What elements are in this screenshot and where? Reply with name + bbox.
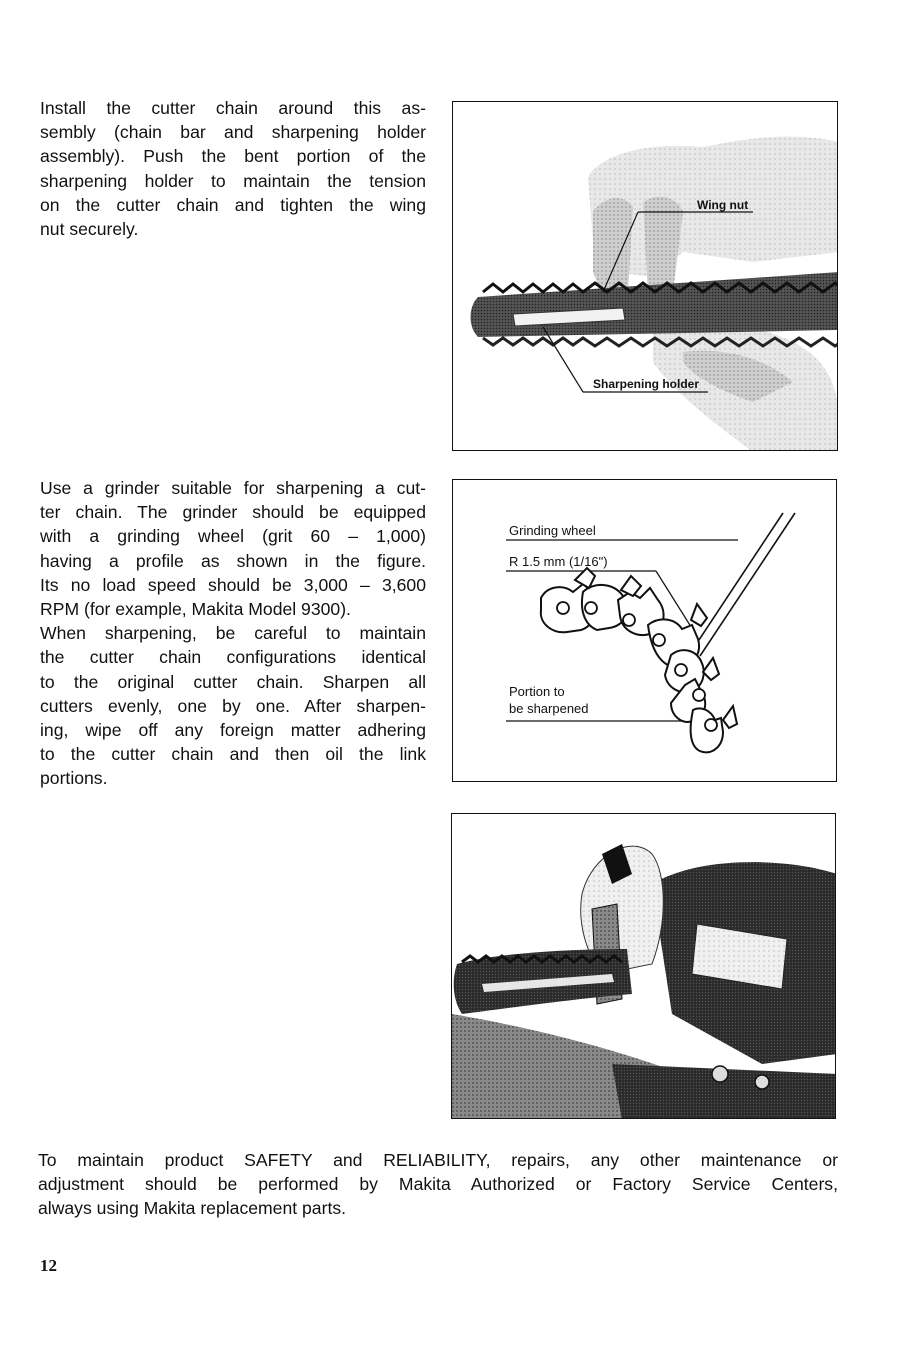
text-line: To maintain product SAFETY and RELIABILITY, repairs, any other maintenance or <box>38 1150 838 1170</box>
text-line: to the cutter chain and then oil the link <box>40 744 426 765</box>
sharpening-holder-label: Sharpening holder <box>593 377 700 391</box>
portion-label-line1: Portion to <box>509 684 565 699</box>
grinding-wheel-diagram <box>452 479 837 782</box>
text-line: sembly (chain bar and sharpening holder <box>40 122 426 143</box>
text-line: the cutter chain configurations identical <box>40 647 426 668</box>
text-line: ter chain. The grinder should be equipped <box>40 502 426 523</box>
safety-notice <box>38 1148 838 1221</box>
text-line: Its no load speed should be 3,000 – 3,600 <box>40 574 426 595</box>
grinder-photo <box>451 813 836 1119</box>
text-line: Use a grinder suitable for sharpening a cut- <box>40 478 426 498</box>
text-line: RPM (for example, Makita Model 9300). <box>40 599 351 620</box>
portion-label-line2: be sharpened <box>509 701 589 716</box>
photo-illustration <box>453 102 838 451</box>
text-line: having a profile as shown in the figure. <box>40 550 426 571</box>
text-line: on the cutter chain and tighten the wing <box>40 194 426 215</box>
grinder-instructions <box>40 476 426 791</box>
text-line: cutters evenly, one by one. After sharpen- <box>40 695 426 716</box>
grinding-wheel-label: Grinding wheel <box>509 523 596 538</box>
text-line: always using Makita replacement parts. <box>38 1198 347 1219</box>
radius-label: R 1.5 mm (1/16") <box>509 554 608 569</box>
text-line: sharpening holder to maintain the tension <box>40 170 426 191</box>
text-line: to the original cutter chain. Sharpen all <box>40 671 426 692</box>
grinder-illustration <box>452 814 836 1119</box>
text-line: adjustment should be performed by Makita Authorized or Factory Service Centers, <box>38 1174 838 1195</box>
text-line: with a grinding wheel (grit 60 – 1,000) <box>40 526 426 547</box>
text-line: ing, wipe off any foreign matter adhering <box>40 720 426 741</box>
text-line: assembly). Push the bent portion of the <box>40 146 426 167</box>
text-line: portions. <box>40 768 108 789</box>
text-line: When sharpening, be careful to maintain <box>40 623 426 644</box>
text-line: nut securely. <box>40 219 139 240</box>
install-instructions <box>40 96 426 241</box>
wing-nut-label: Wing nut <box>697 198 749 212</box>
sharpening-holder-photo <box>452 101 838 451</box>
page-number: 12 <box>40 1256 57 1275</box>
text-line: Install the cutter chain around this as- <box>40 98 426 118</box>
